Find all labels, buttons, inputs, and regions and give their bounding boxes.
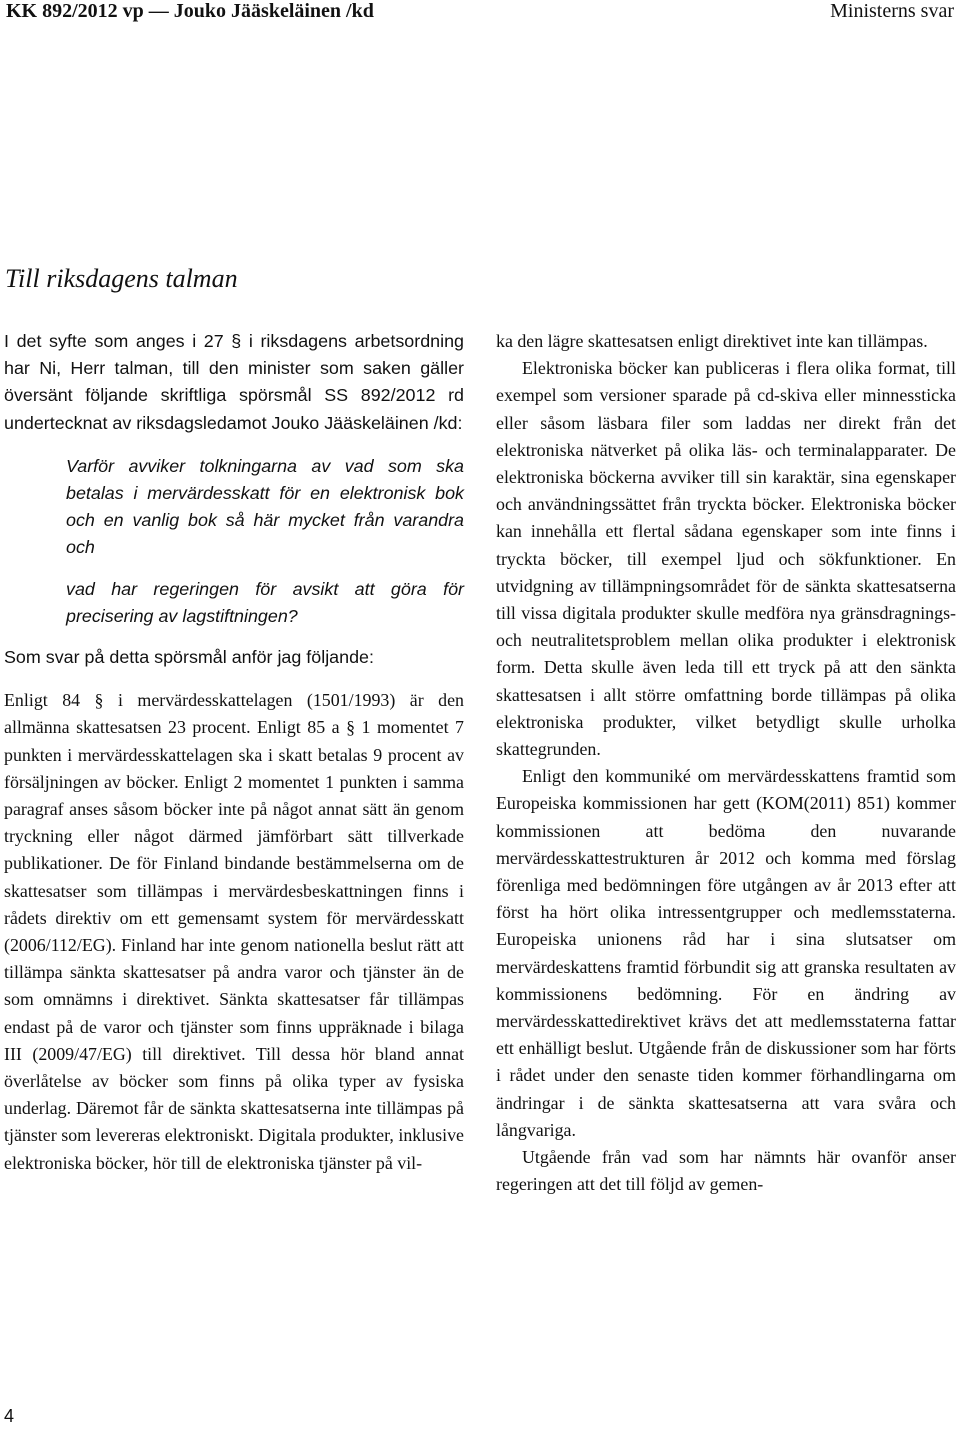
page-number: 4 — [4, 1406, 15, 1426]
body-paragraph-ebooks: Elektroniska böcker kan publiceras i flera olika format, till exempel som versioner sparade på cd-skiva eller minnessticka eller såsom läsbara filer som laddas ner direkt från det elektroniska nätverket på olika läs- och terminalapparater. De elektroniska böckerna avviker till sin karaktär, sina egenskaper och användningssättet från tryckta böcker. Elektroniska böcker kan innehålla ett flertal sådana egenskaper som inte finns i tryckta böcker, till exempel ljud och sökfunktioner. En utvidgning av tillämpningsområdet för de sänkta skattesatserna till vissa digitala produkter skulle medföra nya gränsdragnings- och neutralitetsproblem mellan olika produkter i elektronisk form. Detta skulle även leda till ett tryck på att den sänkta skattesatsen i allt större omfattning borde tillämpas på olika elektroniska produkter, vilket betydligt skulle urholka skattegrunden. — [496, 358, 956, 760]
body-paragraph-conclusion: Utgående från vad som har nämnts här ovanför anser regeringen att det till följd av gemen- — [496, 1147, 956, 1195]
page-header — [0, 0, 960, 30]
document-reference: KK 892/2012 vp — Jouko Jääskeläinen /kd — [6, 0, 374, 22]
intro-paragraph: I det syfte som anges i 27 § i riksdagens arbetsordning har Ni, Herr talman, till den minister som saken gäller översänt följande skriftliga spörsmål SS 892/2012 rd undertecknat av riksdagsledamot Jouko Jääskeläinen /kd: — [4, 331, 464, 433]
body-paragraph-continued: ka den lägre skattesatsen enligt direktivet inte kan tillämpas. — [496, 331, 928, 351]
question-paragraph-2: vad har regeringen för avsikt att göra för precisering av lagstiftningen? — [66, 578, 464, 626]
question-paragraph-1: Varför avviker tolkningarna av vad som ska betalas i mervärdesskatt för en elektronisk bok och en vanlig bok så här mycket från varandra och — [66, 455, 464, 558]
right-column — [496, 328, 956, 1199]
left-column — [4, 328, 464, 1177]
addressee-heading: Till riksdagens talman — [5, 264, 238, 293]
answer-lead: Som svar på detta spörsmål anför jag följande: — [4, 647, 374, 668]
body-paragraph: Enligt 84 § i mervärdesskattelagen (1501/1993) är den allmänna skattesatsen 23 procent. Enligt 85 a § 1 momentet 7 punkten i mervärdesskattelagen ska i skatt betalas 9 procent av försäljningen av böcker. Enligt 2 momentet 1 punkten i samma paragraf anses såsom böcker inte på något annat sätt än genom tryckning eller något därmed jämförbart sätt tillverkade publikationer. De för Finland bindande bestämmelserna om de skattesatser som tillämpas i mervärdesbeskattningen finns i rådets direktiv om ett gemensamt system för mervärdesskatt (2006/112/EG). Finland har inte genom nationella beslut rätt att tillämpa sänkta skattesatser på andra varor och tjänster än de som omnämns i direktivet. Sänkta skattesatser får tillämpas endast på de varor och tjänster som finns uppräknade i bilaga III (2009/47/EG) till direktivet. Till dessa hör bland annat överlåtelse av böcker som finns på olika typer av fysiska underlag. Däremot får de sänkta skattesatserna inte tillämpas på tjänster som levereras elektroniskt. Digitala produkter, inklusive elektroniska böcker, hör till de elektroniska tjänster på vil- — [4, 690, 464, 1173]
section-label: Ministerns svar — [830, 0, 954, 22]
body-paragraph-commission: Enligt den kommuniké om mervärdesskattens framtid som Europeiska kommissionen har gett (KOM(2011) 851) kommer kommissionen att bedöma den nuvarande mervärdesskattestrukturen år 2012 och komma med förslag förenliga med bedömningen före utgången av år 2013 efter att först ha hört olika intressentgrupper och medlemsstaterna. Europeiska unionens råd har i sina slutsatser om mervärdeskattens framtid förbundit sig att granska resultaten av kommissionens bedömning. För en ändring av mervärdesskattedirektivet krävs det att medlemsstaterna fattar ett enhälligt beslut. Utgående från de diskussioner som har förts i rådet under den senaste tiden kommer förhandlingarna om ändringar i de sänkta skattesatserna att vara svåra och långvariga. — [496, 766, 956, 1140]
